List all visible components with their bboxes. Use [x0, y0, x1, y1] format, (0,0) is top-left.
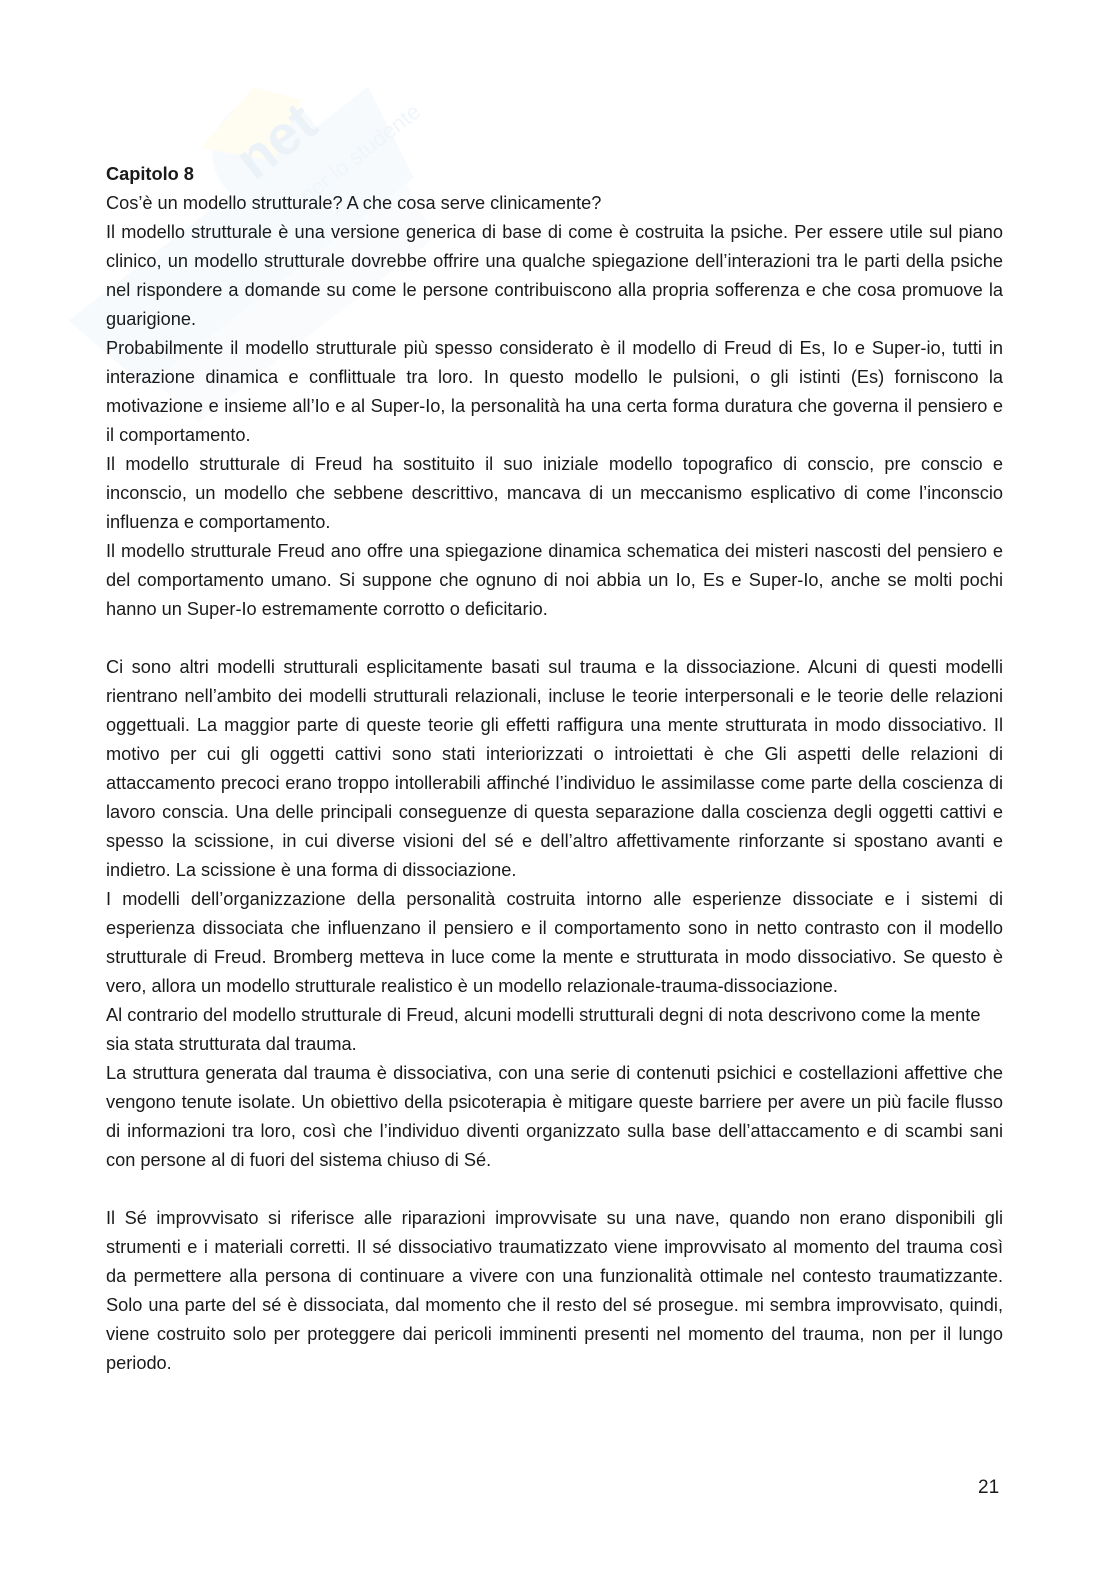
- watermark-brand: net: [223, 89, 329, 192]
- page-number: 21: [978, 1477, 1000, 1498]
- paragraph-trauma-dissociation-models: Ci sono altri modelli strutturali esplicitamente basati sul trauma e la dissociazione. Alcuni di questi modelli rientrano nell’ambito dei modelli strutturali relazionali, incluse le teorie interpersonali e le teorie delle relazioni oggettuali. La maggior parte di queste teorie gli effetti raffigura una mente strutturata in modo dissociativo. Il motivo per cui gli oggetti cattivi sono stati interiorizzati o introiettati è che Gli aspetti delle relazioni di attaccamento precoci erano troppo intollerabili affinché l’individuo le assimilasse come parte della coscienza di lavoro conscia. Una delle principali conseguenze di questa separazione dalla coscienza degli oggetti cattivi e spesso la scissione, in cui diverse visioni del sé e dell’altro affettivamente rinforzante si spostano avanti e indietro. La scissione è una forma di dissociazione.: [106, 657, 1003, 880]
- chapter-question: Cos’è un modello strutturale? A che cosa serve clinicamente?: [106, 193, 602, 213]
- chapter-title: Capitolo 8: [106, 164, 194, 184]
- paragraph-freudian-dynamic: Il modello strutturale Freud ano offre una spiegazione dinamica schematica dei misteri nascosti del pensiero e del comportamento umano. Si suppone che ognuno di noi abbia un Io, Es e Super-Io, anche se molti pochi hanno un Super-Io estremamente corrotto o deficitario.: [106, 541, 1003, 619]
- paragraph-improvised-self: Il Sé improvvisato si riferisce alle riparazioni improvvisate su una nave, quando non erano disponibili gli strumenti e i materiali corretti. Il sé dissociativo traumatizzato viene improvvisato al momento del trauma così da permettere alla persona di continuare a vivere con una funzionalità ottimale nel contesto traumatizzante. Solo una parte del sé è dissociata, dal momento che il resto del sé prosegue. mi sembra improvvisato, quindi, viene costruito solo per proteggere dai pericoli imminenti presenti nel momento del trauma, non per il lungo periodo.: [106, 1208, 1003, 1373]
- paragraph-structural-model-definition: Il modello strutturale è una versione generica di base di come è costruita la psiche. Per essere utile sul piano clinico, un modello strutturale dovrebbe offrire una qualche spiegazione dell’interazioni tra le parti della psiche nel rispondere a domande su come le persone contribuiscono alla propria sofferenza e che cosa promuove la guarigione.: [106, 222, 1003, 329]
- paragraph-gap: [106, 1175, 1003, 1204]
- page-body: [106, 160, 1003, 1378]
- paragraph-trauma-structure: La struttura generata dal trauma è dissociativa, con una serie di contenuti psichici e costellazioni affettive che vengono tenute isolate. Un obiettivo della psicoterapia è mitigare queste barriere per avere un più facile flusso di informazioni tra loro, così che l’individuo diventi organizzato sulla base dell’attaccamento e di scambi sani con persone al di fuori del sistema chiuso di Sé.: [106, 1063, 1003, 1170]
- paragraph-freud-es-io-superio: Probabilmente il modello strutturale più spesso considerato è il modello di Freud di Es, Io e Super-io, tutti in interazione dinamica e conflittuale tra loro. In questo modello le pulsioni, o gli istinti (Es) forniscono la motivazione e insieme all’Io e al Super-Io, la personalità ha una certa forma duratura che governa il pensiero e il comportamento.: [106, 338, 1003, 445]
- paragraph-topographic-model: Il modello strutturale di Freud ha sostituito il suo iniziale modello topografico di conscio, pre conscio e inconscio, un modello che sebbene descrittivo, mancava di un meccanismo esplicativo di come l’inconscio influenza e comportamento.: [106, 454, 1003, 532]
- paragraph-gap: [106, 624, 1003, 653]
- paragraph-personality-organization: I modelli dell’organizzazione della personalità costruita intorno alle esperienze dissociate e i sistemi di esperienza dissociata che influenzano il pensiero e il comportamento sono in netto contrasto con il modello strutturale di Freud. Bromberg metteva in luce come la mente e strutturata in modo dissociativo. Se questo è vero, allora un modello strutturale realistico è un modello relazionale-trauma-dissociazione.: [106, 889, 1003, 996]
- paragraph-mind-structured-by-trauma: Al contrario del modello strutturale di Freud, alcuni modelli strutturali degni di nota descrivono come la mente sia stata strutturata dal trauma.: [106, 1005, 981, 1054]
- watermark-tagline: per lo studente: [294, 98, 426, 208]
